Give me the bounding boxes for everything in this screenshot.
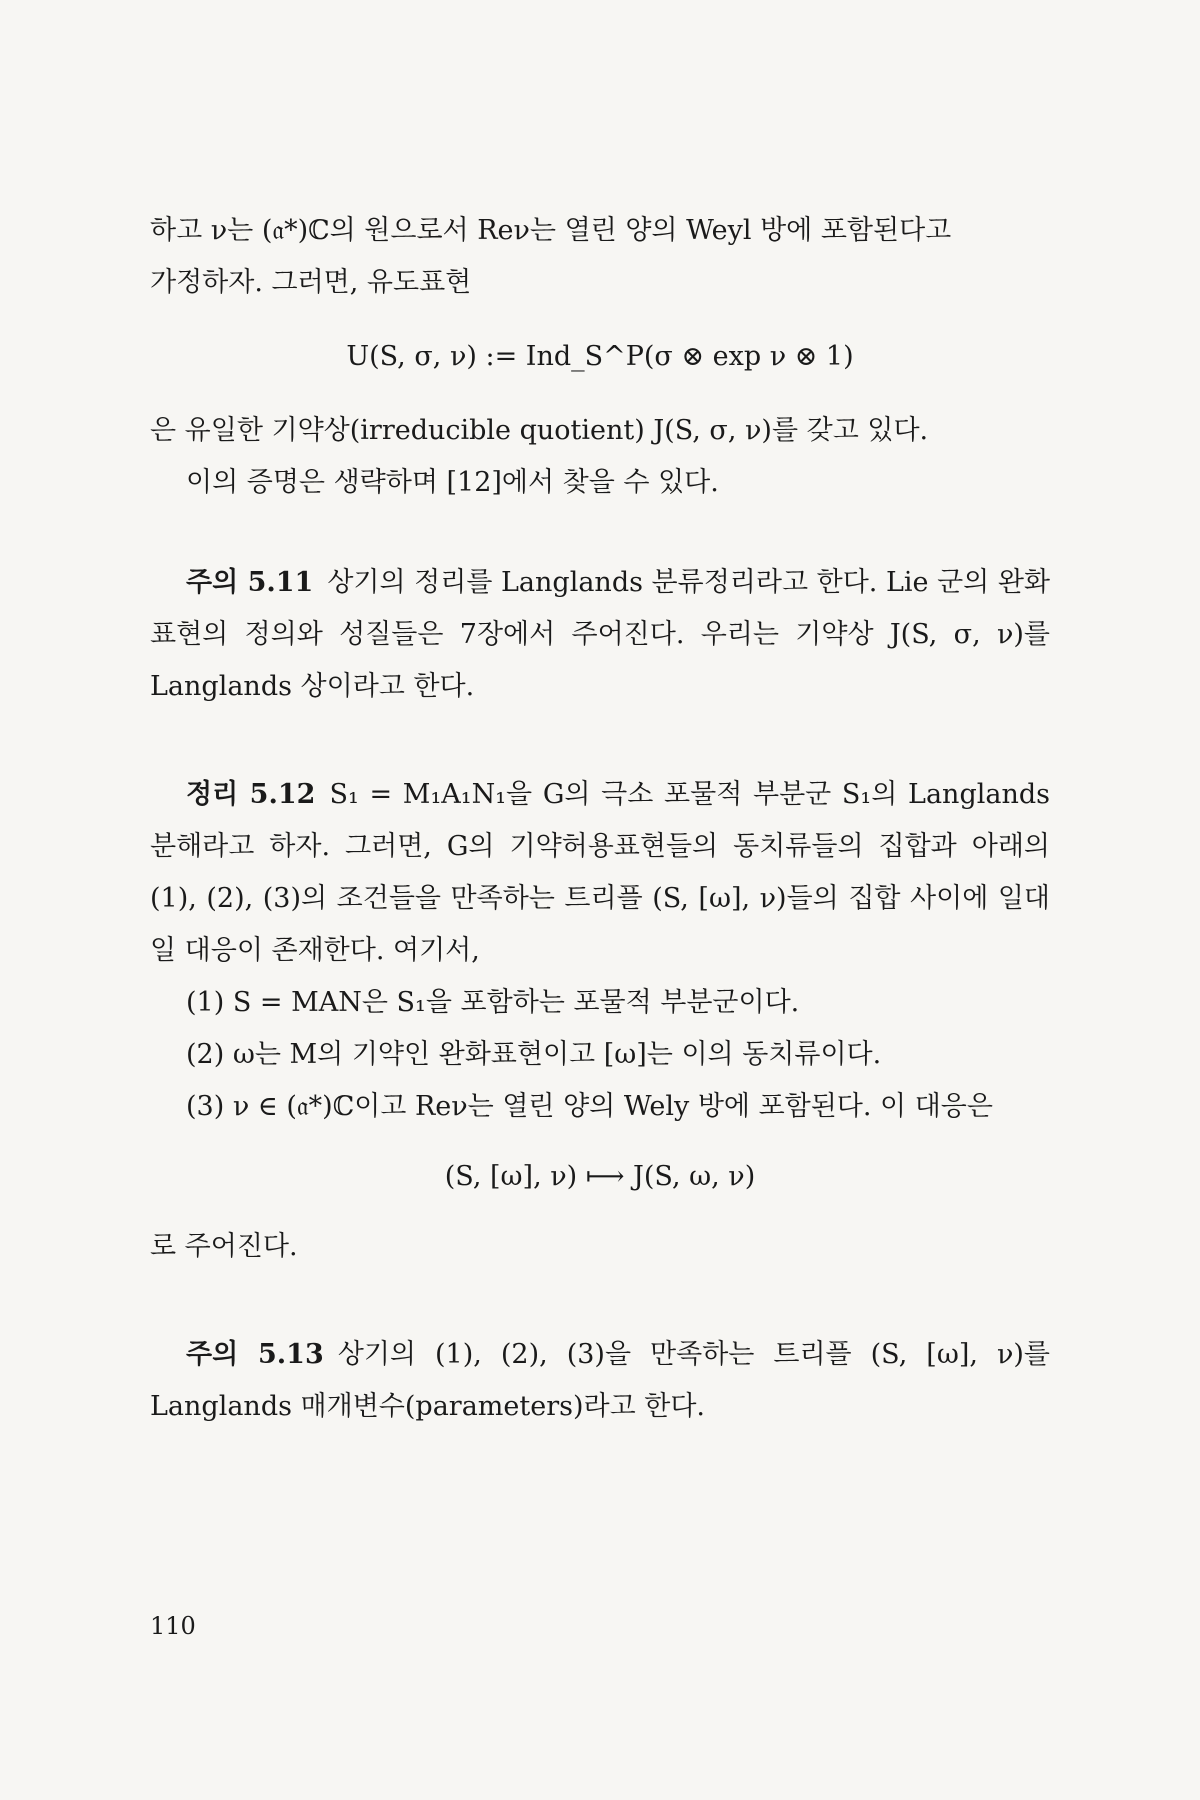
theorem-item: (1) S = MAN은 S₁을 포함하는 포물적 부분군이다. [186,987,800,1018]
paragraph-line: 가정하자. 그러면, 유도표현 [150,267,472,298]
theorem-item: (2) ω는 M의 기약인 완화표현이고 [ω]는 이의 동치류이다. [186,1039,882,1070]
remark-heading: 주의 5.13 [186,1339,324,1370]
paragraph-line: 로 주어진다. [150,1231,298,1262]
page-body [150,205,1050,1433]
paragraph-line: 이의 증명은 생략하며 [12]에서 찾을 수 있다. [186,467,719,498]
remark-5-13 [150,1329,1050,1433]
theorem-item: (3) ν ∈ (𝔞*)ℂ이고 Reν는 열린 양의 Wely 방에 포함된다. 이 대응은 [186,1091,993,1122]
theorem-text: S₁ = M₁A₁N₁을 G의 극소 포물적 부분군 S₁의 Langlands 분해라고 하자. 그러면, G의 기약허용표현들의 동치류들의 집합과 아래의 (1), (2), (3)의 조건들을 만족하는 트리플 (S, [ω], ν)들의 집합 사이에 일대일 대응이 존재한다. 여기서, [150,779,1050,966]
theorem-5-12 [150,769,1050,977]
page-number: 110 [150,1612,196,1640]
theorem-heading: 정리 5.12 [186,779,316,810]
equation-correspondence: (S, [ω], ν) ⟼ J(S, ω, ν) [444,1161,756,1192]
remark-heading: 주의 5.11 [186,567,314,598]
remark-text: 상기의 (1), (2), (3)을 만족하는 트리플 (S, [ω], ν)를 Langlands 매개변수(parameters)라고 한다. [150,1339,1051,1422]
paragraph-line: 은 유일한 기약상(irreducible quotient) J(S, σ, ν)를 갖고 있다. [150,415,929,446]
remark-5-11 [150,557,1050,713]
equation-induced-representation: U(S, σ, ν) := Ind_S^P(σ ⊗ exp ν ⊗ 1) [346,341,854,372]
remark-text: 상기의 정리를 Langlands 분류정리라고 한다. Lie 군의 완화표현의 정의와 성질들은 7장에서 주어진다. 우리는 기약상 J(S, σ, ν)를 Langlands 상이라고 한다. [150,567,1050,702]
paragraph-line: 하고 ν는 (𝔞*)ℂ의 원으로서 Reν는 열린 양의 Weyl 방에 포함된다고 [150,215,952,246]
